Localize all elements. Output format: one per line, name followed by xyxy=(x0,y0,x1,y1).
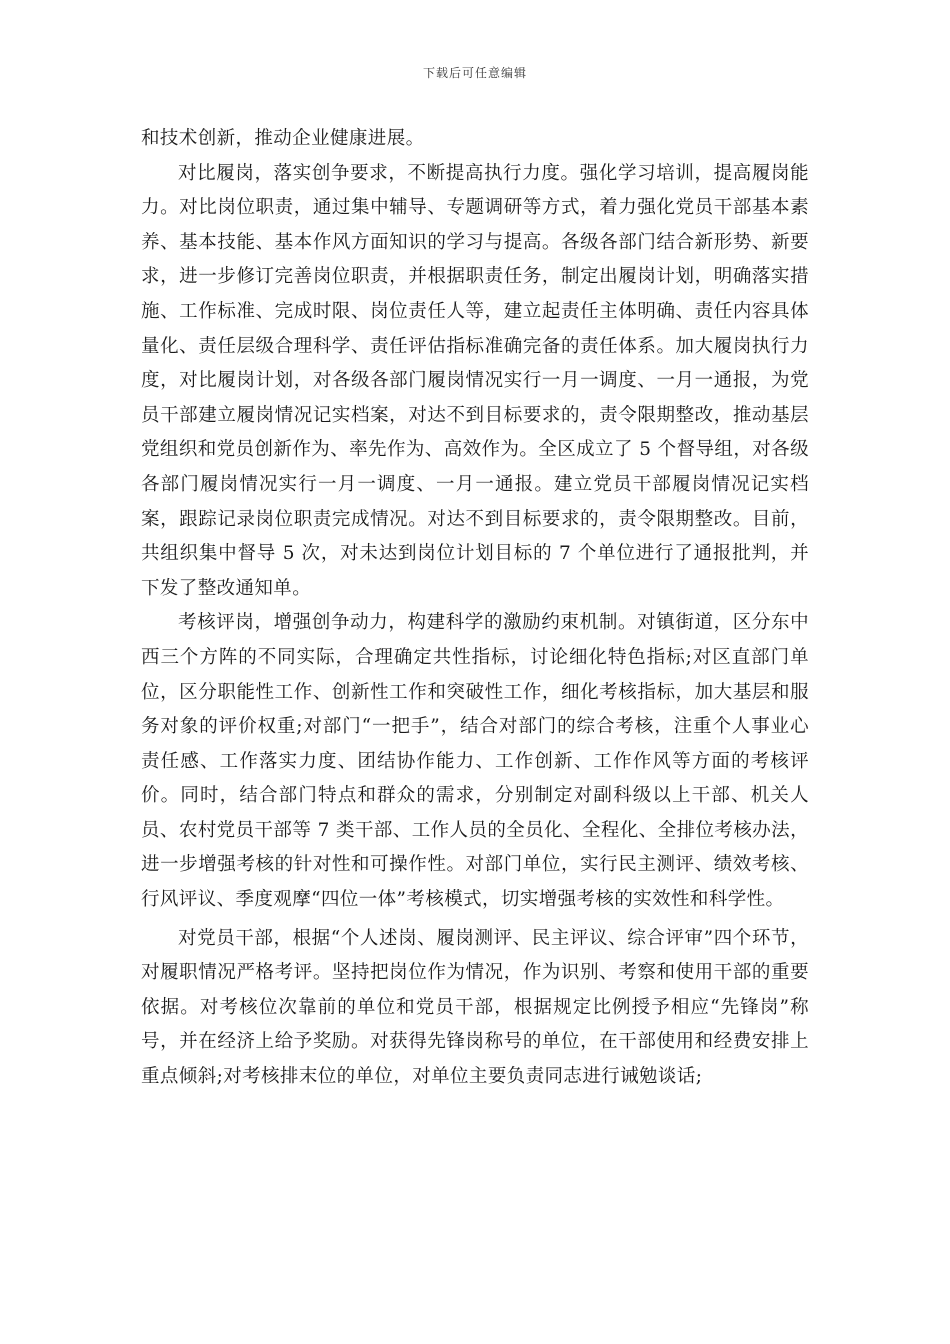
paragraph-assessment: 考核评岗，增强创争动力，构建科学的激励约束机制。对镇街道，区分东中西三个方阵的不同实际，合理确定共性指标，讨论细化特色指标;对区直部门单位，区分职能性工作、创新性工作和突破性工作，细化考核指标，加大基层和服务对象的评价权重;对部门“一把手”，结合对部门的综合考核，注重个人事业心责任感、工作落实力度、团结协作能力、工作创新、工作作风等方面的考核评价。同时，结合部门特点和群众的需求，分别制定对副科级以上干部、机关人员、农村党员干部等 7 类干部、工作人员的全员化、全程化、全排位考核办法，进一步增强考核的针对性和可操作性。对部门单位，实行民主测评、绩效考核、行风评议、季度观摩“四位一体”考核模式，切实增强考核的实效性和科学性。 xyxy=(141,612,809,911)
paragraph-continuation: 和技术创新，推动企业健康进展。 xyxy=(141,128,425,149)
document-body xyxy=(141,122,809,1095)
paragraph-cadre-evaluation: 对党员干部，根据“个人述岗、履岗测评、民主评议、综合评审”四个环节，对履职情况严格考评。坚持把岗位作为情况，作为识别、考察和使用干部的重要依据。对考核位次靠前的单位和党员干部，根据规定比例授予相应“先锋岗”称号，并在经济上给予奖励。对获得先锋岗称号的单位，在干部使用和经费安排上重点倾斜;对考核排末位的单位，对单位主要负责同志进行诫勉谈话; xyxy=(141,927,809,1088)
paragraph-performance-duties: 对比履岗，落实创争要求，不断提高执行力度。强化学习培训，提高履岗能力。对比岗位职责，通过集中辅导、专题调研等方式，着力强化党员干部基本素养、基本技能、基本作风方面知识的学习与提高。各级各部门结合新形势、新要求，进一步修订完善岗位职责，并根据职责任务，制定出履岗计划，明确落实措施、工作标准、完成时限、岗位责任人等，建立起责任主体明确、责任内容具体量化、责任层级合理科学、责任评估指标准确完备的责任体系。加大履岗执行力度，对比履岗计划，对各级各部门履岗情况实行一月一调度、一月一通报，为党员干部建立履岗情况记实档案，对达不到目标要求的，责令限期整改，推动基层党组织和党员创新作为、率先作为、高效作为。全区成立了 5 个督导组，对各级各部门履岗情况实行一月一调度、一月一通报。建立党员干部履岗情况记实档案，跟踪记录岗位职责完成情况。对达不到目标要求的，责令限期整改。目前，共组织集中督导 5 次，对未达到岗位计划目标的 7 个单位进行了通报批判，并下发了整改通知单。 xyxy=(141,162,809,599)
page-header: 下载后可任意编辑 xyxy=(422,66,527,80)
